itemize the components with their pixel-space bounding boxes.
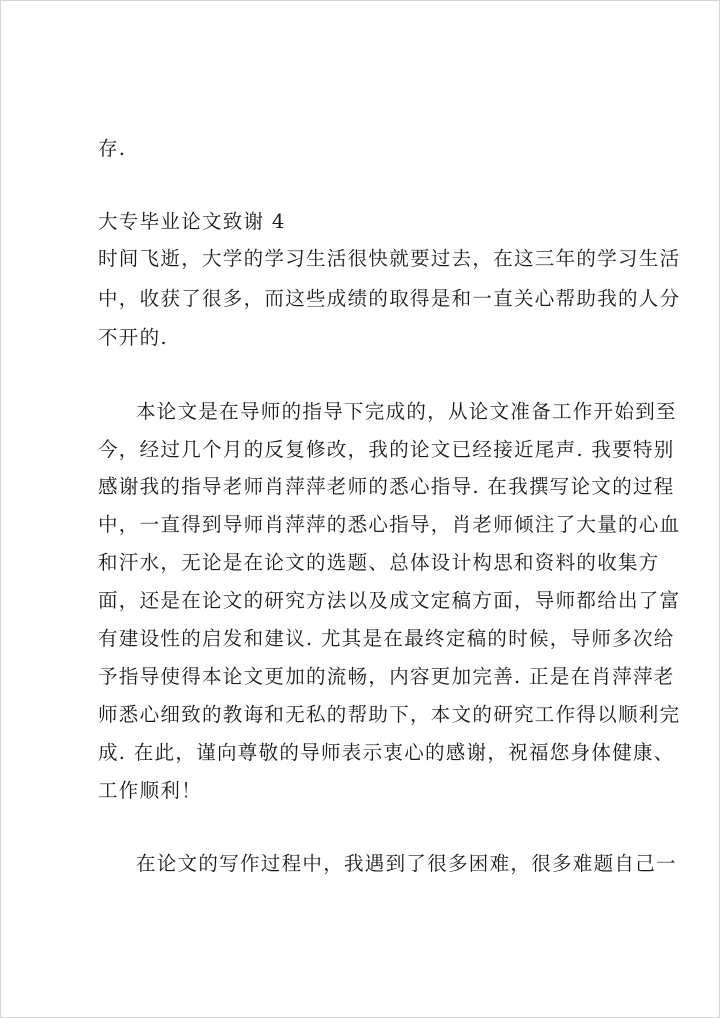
paragraph-line: 感谢我的指导老师肖萍萍老师的悉心指导. 在我撰写论文的过程	[98, 475, 675, 498]
continued-text: 存.	[98, 137, 127, 160]
section-heading: 大专毕业论文致谢 4	[98, 210, 286, 233]
paragraph-line: 在论文的写作过程中，我遇到了很多困难，很多难题自己一	[136, 852, 677, 875]
paragraph-line: 中，一直得到导师肖萍萍的悉心指导，肖老师倾注了大量的心血	[98, 513, 681, 536]
paragraph-line: 今，经过几个月的反复修改，我的论文已经接近尾声. 我要特别	[98, 438, 675, 461]
paragraph-line: 有建设性的启发和建议. 尤其是在最终定稿的时候，导师多次给	[98, 627, 675, 650]
intro-line: 时间飞逝，大学的学习生活很快就要过去，在这三年的学习生活	[98, 247, 681, 270]
paragraph-line: 工作顺利！	[98, 779, 203, 802]
paragraph-line: 面，还是在论文的研究方法以及成文定稿方面，导师都给出了富	[98, 589, 681, 612]
paragraph-line: 师悉心细致的教诲和无私的帮助下，本文的研究工作得以顺利完	[98, 703, 681, 726]
paragraph-line: 本论文是在导师的指导下完成的，从论文准备工作开始到至	[136, 400, 677, 423]
paragraph-line: 和汗水，无论是在论文的选题、总体设计构思和资料的收集方	[98, 551, 660, 574]
intro-line: 不开的.	[98, 326, 168, 349]
intro-line: 中，收获了很多，而这些成绩的取得是和一直关心帮助我的人分	[98, 287, 681, 310]
paragraph-line: 予指导使得本论文更加的流畅，内容更加完善. 正是在肖萍萍老	[98, 665, 675, 688]
paragraph-line: 成. 在此，谨向尊敬的导师表示衷心的感谢，祝福您身体健康、	[98, 741, 675, 764]
